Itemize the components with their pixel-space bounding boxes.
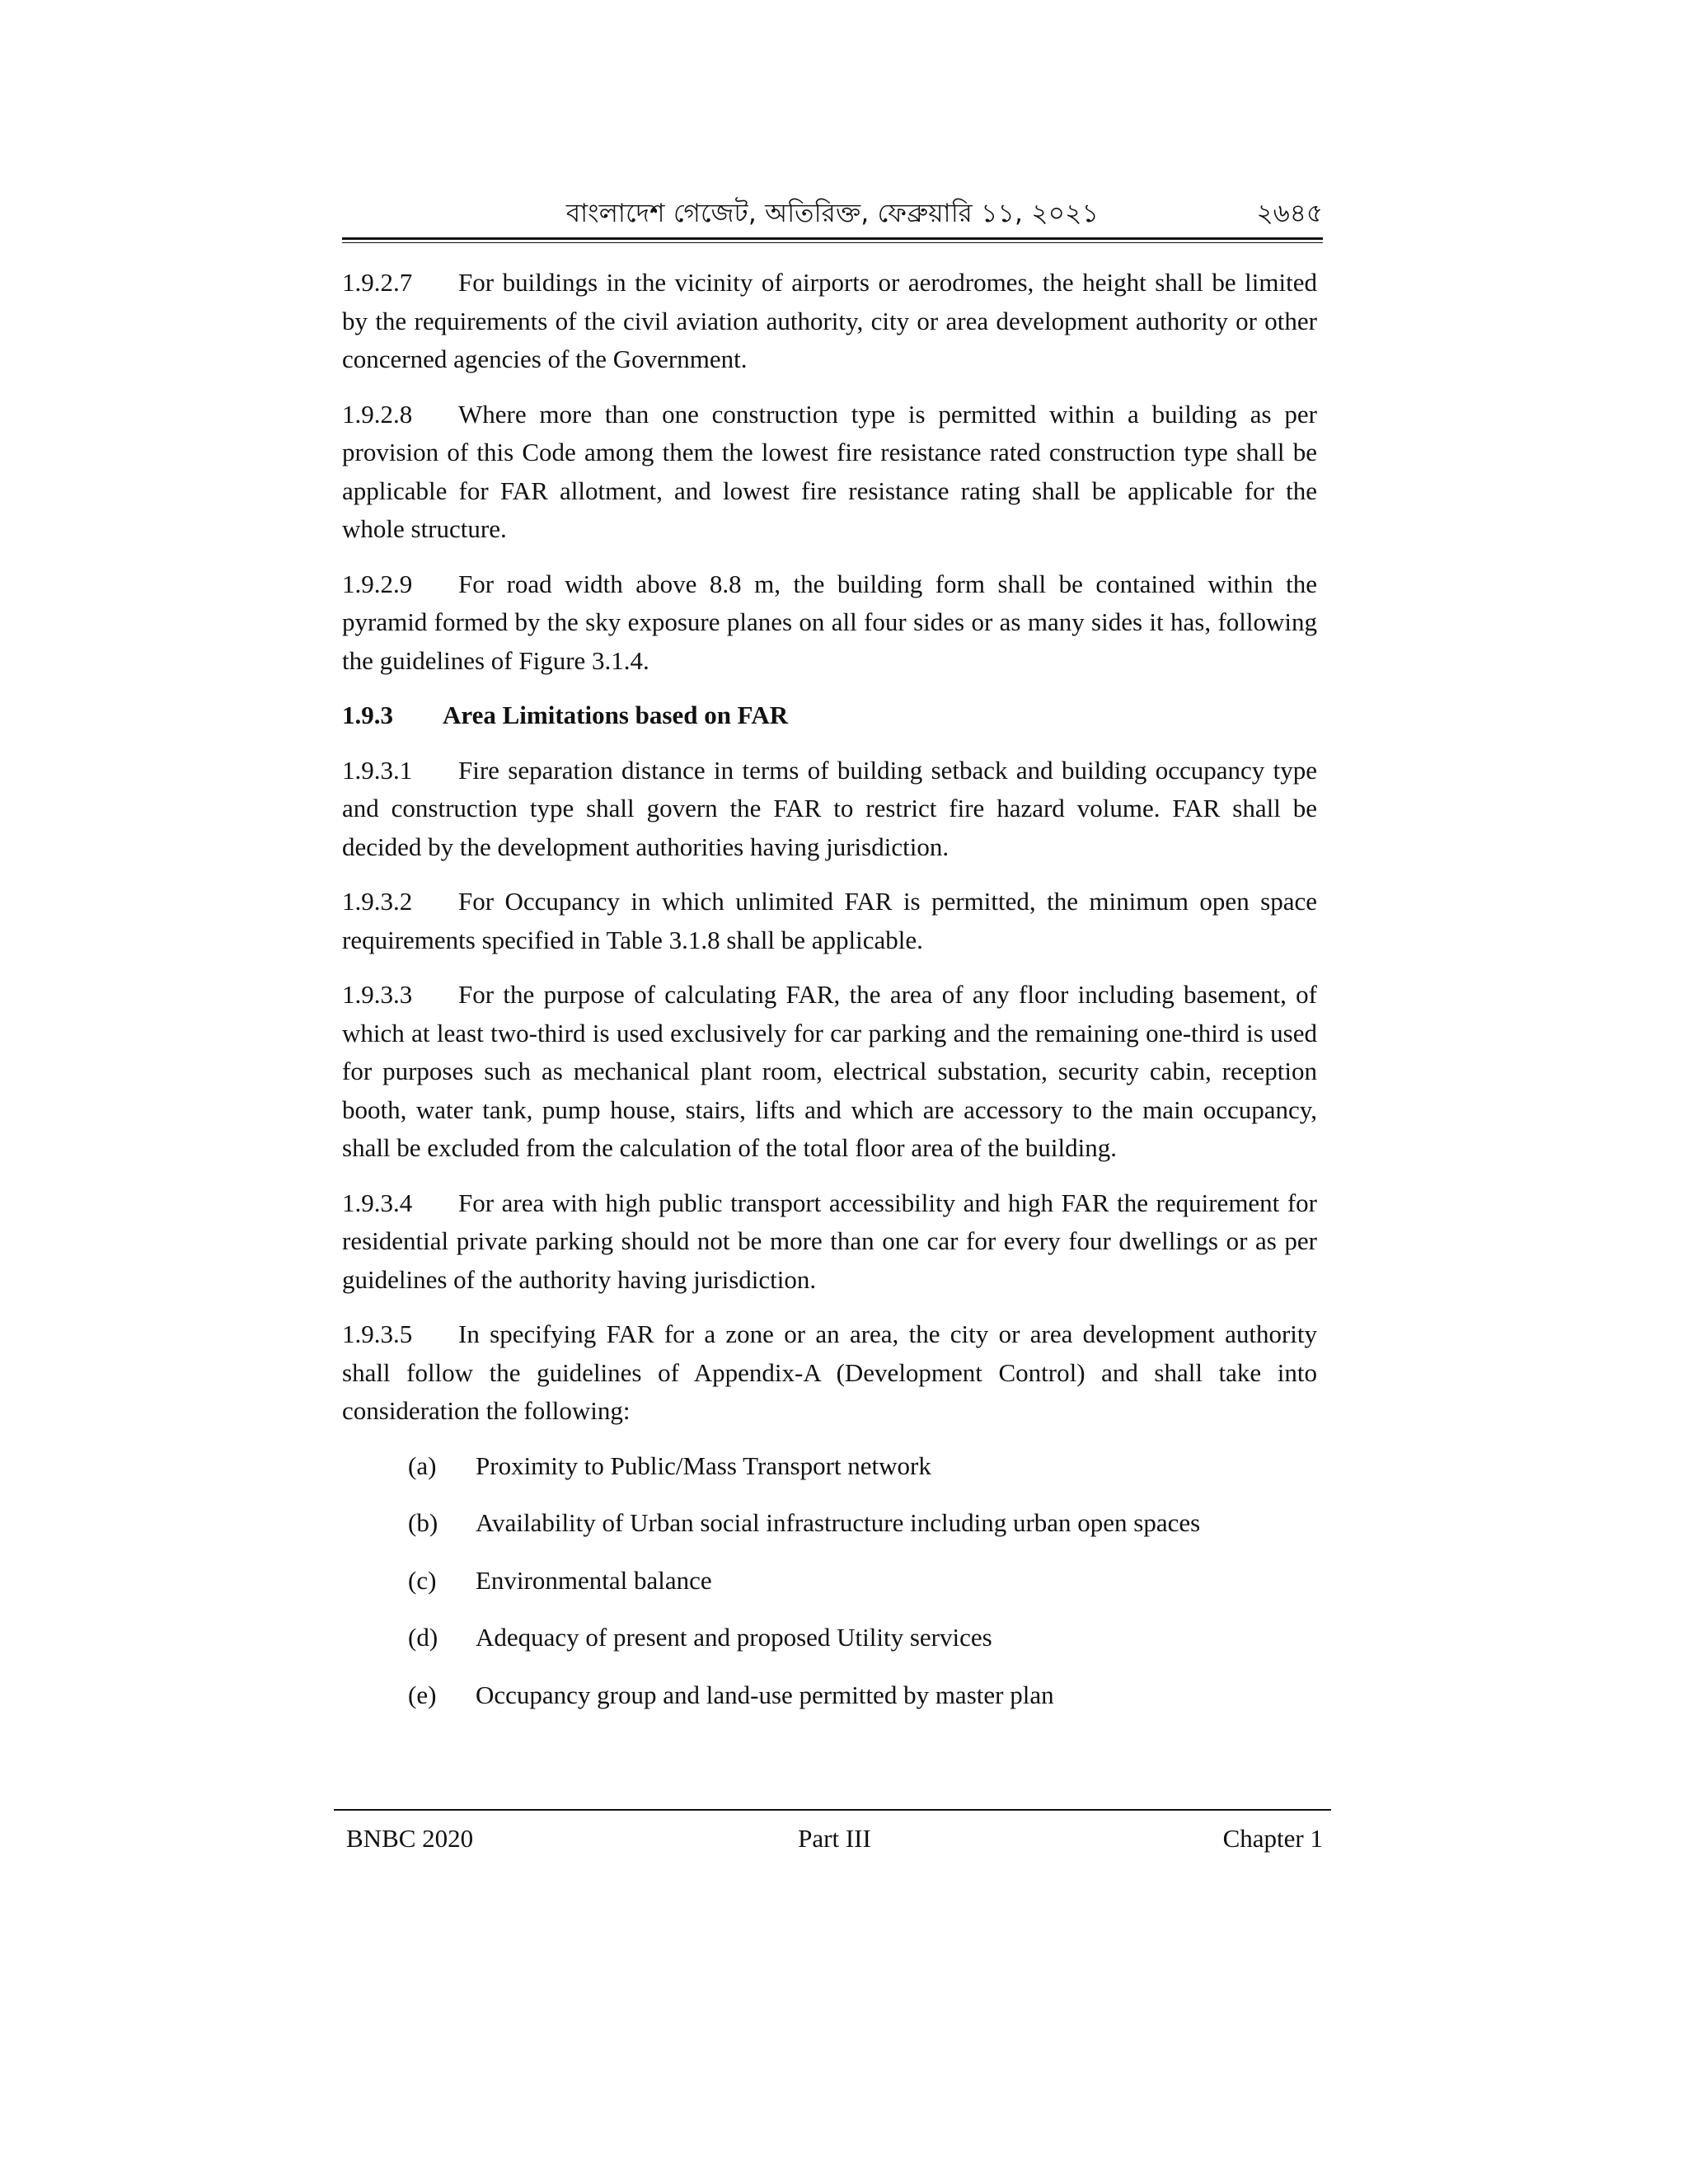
clause-1-9-3-5 xyxy=(342,1315,1317,1431)
clause-number: 1.9.3.1 xyxy=(342,755,413,785)
clause-text: For Occupancy in which unlimited FAR is permitted, the minimum open space requirements specified in Table 3.1.8 shall be applicable. xyxy=(342,887,1317,954)
clause-text: Where more than one construction type is permitted within a building as per provision of this Code among them the lowest fire resistance rated construction type shall be applicable for FAR allotment, and lowest fire resistance rating shall be applicable for the whole structure. xyxy=(342,399,1317,543)
clause-number: 1.9.2.7 xyxy=(342,268,413,297)
clause-text: For area with high public transport accessibility and high FAR the requirement for residential private parking should not be more than one car for every four dwellings or as per guidelines of the authority having jurisdiction. xyxy=(342,1188,1317,1294)
section-heading xyxy=(342,696,1317,735)
list-marker: (c) xyxy=(408,1565,437,1595)
footer-part: Part III xyxy=(798,1824,871,1853)
clause-1-9-3-4 xyxy=(342,1184,1317,1300)
page-header xyxy=(342,194,1323,232)
clause-text: For road width above 8.8 m, the building form shall be contained within the pyramid formed by the sky exposure planes on all four sides or as many sides it has, following the guidelines of Figure 3.1.4. xyxy=(342,569,1317,675)
clause-1-9-2-9 xyxy=(342,565,1317,681)
clause-number: 1.9.3.3 xyxy=(342,980,413,1009)
list-item xyxy=(342,1676,1317,1715)
list-marker: (a) xyxy=(408,1451,437,1480)
list-item-text: Occupancy group and land-use permitted by master plan xyxy=(476,1680,1054,1709)
clause-text: In specifying FAR for a zone or an area, the city or area development authority shall follow the guidelines of Appendix-A (Development Control) and shall take into consideration the following: xyxy=(342,1319,1317,1425)
header-rule-thin xyxy=(342,242,1323,243)
footer-rule xyxy=(334,1809,1331,1811)
clause-number: 1.9.3.4 xyxy=(342,1188,413,1217)
list-item xyxy=(342,1619,1317,1657)
page-number: ২৬৪৫ xyxy=(1256,199,1323,228)
page-body xyxy=(342,264,1317,1733)
clause-number: 1.9.2.9 xyxy=(342,569,413,598)
page-footer xyxy=(346,1820,1323,1858)
header-rule xyxy=(342,237,1323,240)
list-item xyxy=(342,1504,1317,1543)
clause-1-9-2-7 xyxy=(342,264,1317,379)
clause-1-9-2-8 xyxy=(342,396,1317,549)
clause-number: 1.9.2.8 xyxy=(342,399,413,429)
list-marker: (d) xyxy=(408,1623,438,1652)
gazette-title: বাংলাদেশ গেজেট, অতিরিক্ত, ফেব্রুয়ারি ১১, ২০২১ xyxy=(565,199,1100,228)
section-title: Area Limitations based on FAR xyxy=(443,701,789,729)
clause-1-9-3-1 xyxy=(342,752,1317,867)
footer-chapter: Chapter 1 xyxy=(1222,1824,1323,1853)
list-marker: (e) xyxy=(408,1680,437,1709)
list-item xyxy=(342,1447,1317,1486)
list-item-text: Environmental balance xyxy=(476,1565,712,1595)
clause-text: For buildings in the vicinity of airports or aerodromes, the height shall be limited by the requirements of the civil aviation authority, city or area development authority or other concerned agencies of the Government. xyxy=(342,268,1317,373)
clause-1-9-3-2 xyxy=(342,883,1317,959)
list-item-text: Proximity to Public/Mass Transport network xyxy=(476,1451,931,1480)
clause-number: 1.9.3.5 xyxy=(342,1319,413,1348)
list-item xyxy=(342,1562,1317,1601)
list-marker: (b) xyxy=(408,1508,438,1537)
section-number: 1.9.3 xyxy=(342,701,393,729)
list-item-text: Availability of Urban social infrastructure including urban open spaces xyxy=(476,1508,1201,1537)
consideration-list xyxy=(342,1447,1317,1715)
list-item-text: Adequacy of present and proposed Utility services xyxy=(476,1623,992,1652)
footer-code-name: BNBC 2020 xyxy=(346,1824,474,1853)
clause-text: Fire separation distance in terms of building setback and building occupancy type and construction type shall govern the FAR to restrict fire hazard volume. FAR shall be decided by the development authorities having jurisdiction. xyxy=(342,755,1317,861)
clause-text: For the purpose of calculating FAR, the area of any floor including basement, of which at least two-third is used exclusively for car parking and the remaining one-third is used for purposes such as mechanical plant room, electrical substation, security cabin, reception booth, water tank, pump house, stairs, lifts and which are accessory to the main occupancy, shall be excluded from the calculation of the total floor area of the building. xyxy=(342,980,1317,1162)
clause-1-9-3-3 xyxy=(342,976,1317,1168)
clause-number: 1.9.3.2 xyxy=(342,887,413,916)
